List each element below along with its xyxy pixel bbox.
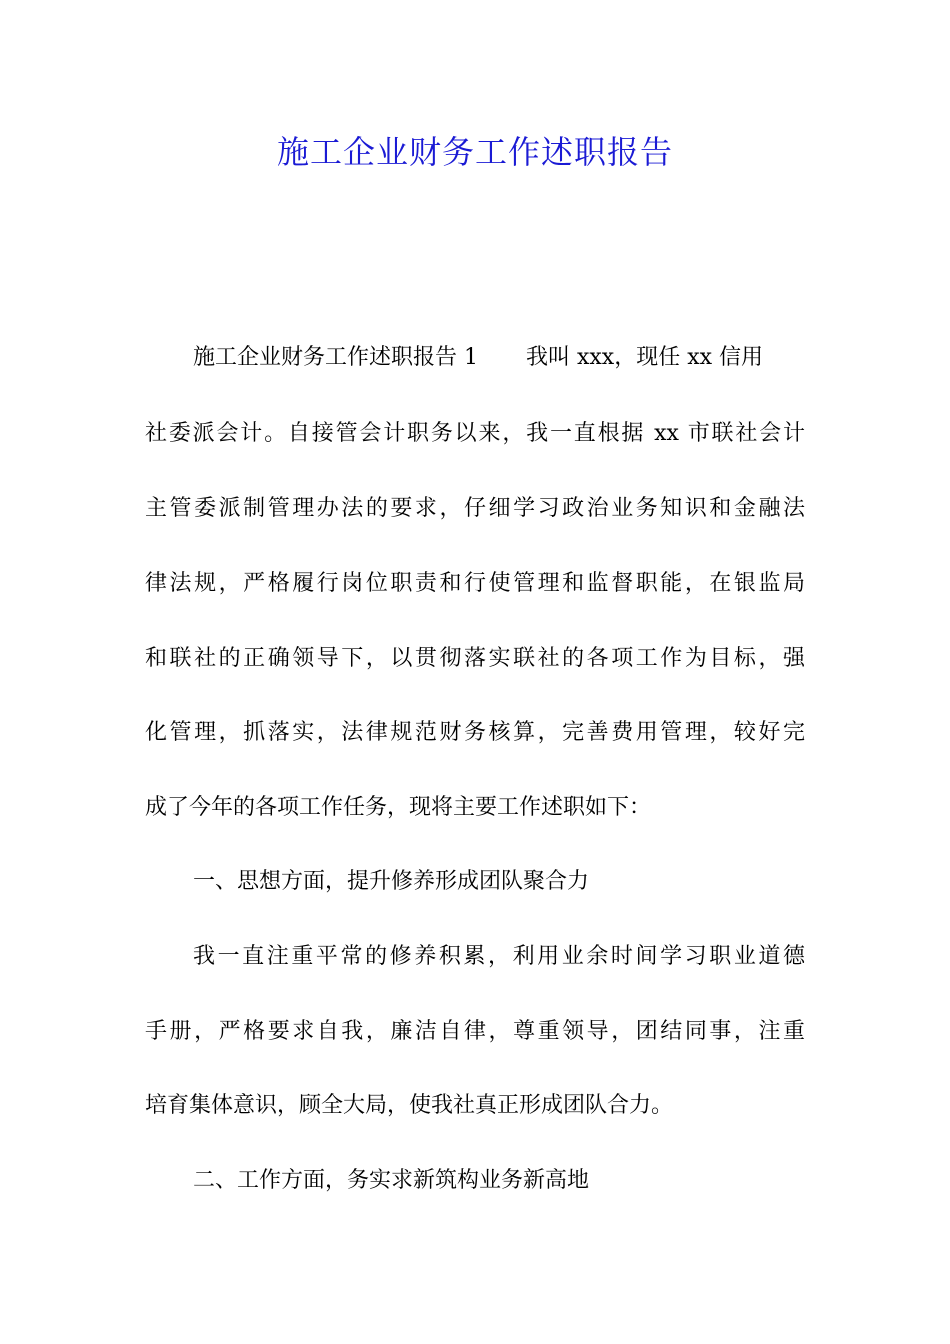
- paragraph-line-6: 化管理，抓落实，法律规范财务核算，完善费用管理，较好完: [145, 720, 805, 745]
- paragraph-line-1: [193, 342, 805, 374]
- paragraph-line-2: 社委派会计。自接管会计职务以来，我一直根据 xx 市联社会计: [145, 421, 805, 446]
- paragraph-line-4: 律法规，严格履行岗位职责和行使管理和监督职能，在银监局: [145, 571, 805, 596]
- line-1-text: 我叫 xxx，现任 xx 信用: [526, 345, 764, 370]
- paragraph-line-5: 和联社的正确领导下，以贯彻落实联社的各项工作为目标，强: [145, 646, 805, 671]
- document-title: 施工企业财务工作述职报告: [276, 133, 673, 171]
- paragraph-line-11: 培育集体意识，顾全大局，使我社真正形成团队合力。: [145, 1093, 674, 1118]
- line-1-heading: 施工企业财务工作述职报告 1: [193, 345, 478, 370]
- paragraph-line-3: 主管委派制管理办法的要求，仔细学习政治业务知识和金融法: [145, 496, 805, 521]
- section-heading-1: 一、思想方面，提升修养形成团队聚合力: [193, 869, 590, 894]
- paragraph-line-10: 手册，严格要求自我，廉洁自律，尊重领导，团结同事，注重: [145, 1019, 805, 1044]
- paragraph-line-9: 我一直注重平常的修养积累，利用业余时间学习职业道德: [193, 944, 805, 969]
- paragraph-line-7: 成了今年的各项工作任务，现将主要工作述职如下：: [145, 795, 652, 820]
- section-heading-2: 二、工作方面，务实求新筑构业务新高地: [193, 1168, 590, 1193]
